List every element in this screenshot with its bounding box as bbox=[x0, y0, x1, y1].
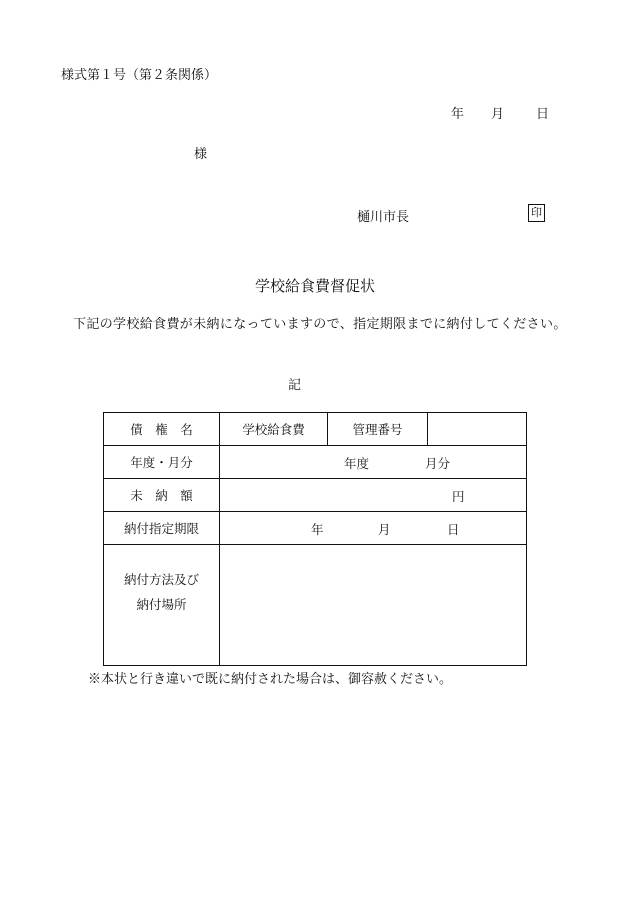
seal-stamp: 印 bbox=[528, 204, 545, 222]
claim-name-value: 学校給食費 bbox=[220, 413, 328, 446]
payment-method-label-line2: 納付場所 bbox=[136, 597, 187, 612]
payment-deadline-value bbox=[220, 512, 527, 545]
document-title: 学校給食費督促状 bbox=[254, 277, 375, 295]
yen-unit: 円 bbox=[452, 489, 465, 504]
claim-name-label: 債 権 名 bbox=[104, 413, 220, 446]
table-row bbox=[104, 413, 527, 446]
issuer-name: 樋川市長 bbox=[357, 210, 410, 225]
payment-method-label-line1: 納付方法及び bbox=[123, 572, 199, 587]
date-line bbox=[451, 103, 549, 122]
table-row bbox=[104, 512, 527, 545]
ki-label: 記 bbox=[288, 378, 302, 393]
table-row bbox=[104, 545, 527, 666]
deadline-day-unit: 日 bbox=[447, 522, 460, 537]
fiscal-year-unit: 年度 bbox=[344, 456, 370, 471]
table-row bbox=[104, 479, 527, 512]
deadline-month-unit: 月 bbox=[378, 522, 391, 537]
footnote: ※本状と行き違いで既に納付された場合は、御容赦ください。 bbox=[88, 672, 453, 687]
payment-method-value bbox=[220, 545, 527, 666]
date-day-label: 日 bbox=[536, 107, 550, 122]
deadline-year-unit: 年 bbox=[311, 522, 324, 537]
date-month-label: 月 bbox=[491, 107, 505, 122]
unpaid-amount-value bbox=[220, 479, 527, 512]
month-unit: 月分 bbox=[425, 456, 451, 471]
table-row bbox=[104, 446, 527, 479]
date-year-label: 年 bbox=[451, 107, 465, 122]
form-number: 様式第１号（第２条関係） bbox=[61, 68, 218, 83]
fiscal-month-value bbox=[220, 446, 527, 479]
payment-method-label bbox=[104, 545, 220, 666]
fiscal-month-label: 年度・月分 bbox=[104, 446, 220, 479]
unpaid-amount-label: 未 納 額 bbox=[104, 479, 220, 512]
info-table bbox=[103, 412, 527, 666]
management-number-label: 管理番号 bbox=[328, 413, 428, 446]
management-number-value bbox=[428, 413, 527, 446]
payment-deadline-label: 納付指定期限 bbox=[104, 512, 220, 545]
body-text: 下記の学校給食費が未納になっていますので、指定期限までに納付してください。 bbox=[73, 317, 567, 332]
addressee-suffix: 様 bbox=[194, 147, 208, 162]
